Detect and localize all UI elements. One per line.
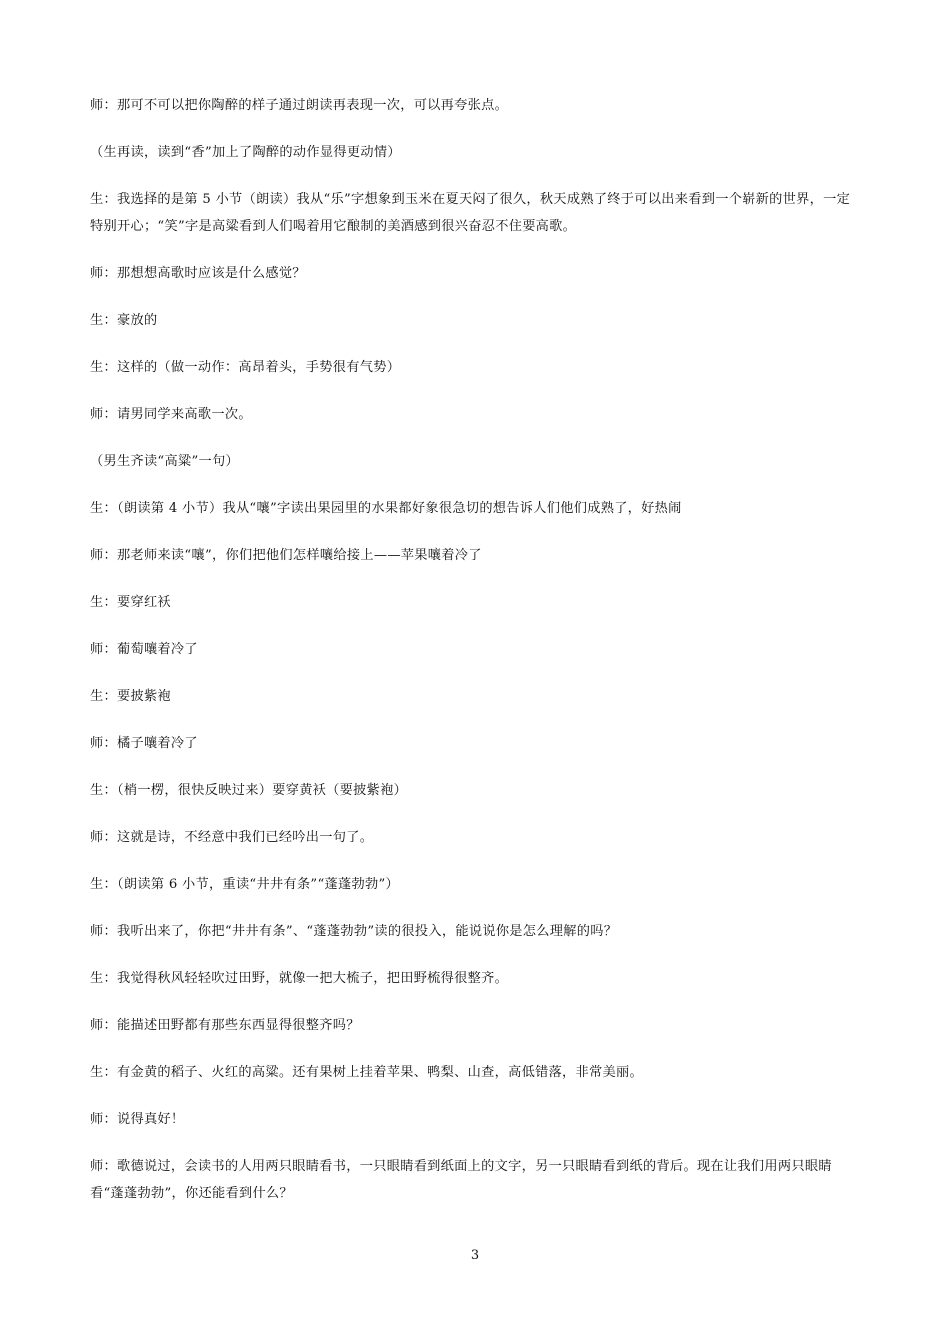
paragraph: 生：（梢一楞，很快反映过来）要穿黄袄（要披紫袍） bbox=[90, 783, 408, 798]
page-number: 3 bbox=[470, 1248, 480, 1263]
paragraph: 师：这就是诗，不经意中我们已经吟出一句了。 bbox=[90, 830, 374, 845]
paragraph: 师：歌德说过，会读书的人用两只眼睛看书，一只眼睛看到纸面上的文字，另一只眼睛看到纸的背后。现在让我们用两只眼睛看“蓬蓬勃勃”，你还能看到什么？ bbox=[90, 1159, 832, 1201]
page-body bbox=[90, 92, 862, 1227]
paragraph: 师：橘子嚷着冷了 bbox=[90, 736, 198, 751]
paragraph: 师：请男同学来高歌一次。 bbox=[90, 407, 252, 422]
paragraph: （男生齐读“高粱”一句） bbox=[90, 454, 239, 469]
paragraph: 生：这样的（做一动作：高昂着头，手势很有气势） bbox=[90, 360, 401, 375]
paragraph: 师：那想想高歌时应该是什么感觉？ bbox=[90, 266, 306, 281]
paragraph: 师：我听出来了，你把“井井有条”、“蓬蓬勃勃”读的很投入，能说说你是怎么理解的吗？ bbox=[90, 924, 618, 939]
paragraph: 师：那可不可以把你陶醉的样子通过朗读再表现一次，可以再夸张点。 bbox=[90, 98, 509, 113]
paragraph: 生：要穿红袄 bbox=[90, 595, 171, 610]
paragraph: 师：那老师来读“嚷”，你们把他们怎样嚷给接上——苹果嚷着冷了 bbox=[90, 548, 482, 563]
paragraph: 生：我觉得秋风轻轻吹过田野，就像一把大梳子，把田野梳得很整齐。 bbox=[90, 971, 509, 986]
paragraph: 生：我选择的是第 5 小节（朗读）我从“乐”字想象到玉米在夏天闷了很久，秋天成熟了终于可以出来看到一个崭新的世界，一定特别开心；“笑”字是高粱看到人们喝着用它酿制的美酒感到很兴奋忍不住要高歌。 bbox=[90, 192, 851, 234]
paragraph: 生：有金黄的稻子、火红的高粱。还有果树上挂着苹果、鸭梨、山查，高低错落，非常美丽。 bbox=[90, 1065, 643, 1080]
paragraph: 生：（朗读第 4 小节）我从“嚷”字读出果园里的水果都好象很急切的想告诉人们他们成熟了，好热闹 bbox=[90, 501, 682, 516]
paragraph: 生：要披紫袍 bbox=[90, 689, 171, 704]
paragraph: 师：说得真好！ bbox=[90, 1112, 185, 1127]
paragraph: 师：能描述田野都有那些东西显得很整齐吗？ bbox=[90, 1018, 360, 1033]
paragraph: 生：豪放的 bbox=[90, 313, 158, 328]
paragraph: 生：（朗读第 6 小节，重读“井井有条”“蓬蓬勃勃”） bbox=[90, 877, 399, 892]
paragraph: 师：葡萄嚷着冷了 bbox=[90, 642, 198, 657]
paragraph: （生再读，读到“香”加上了陶醉的动作显得更动情） bbox=[90, 145, 401, 160]
